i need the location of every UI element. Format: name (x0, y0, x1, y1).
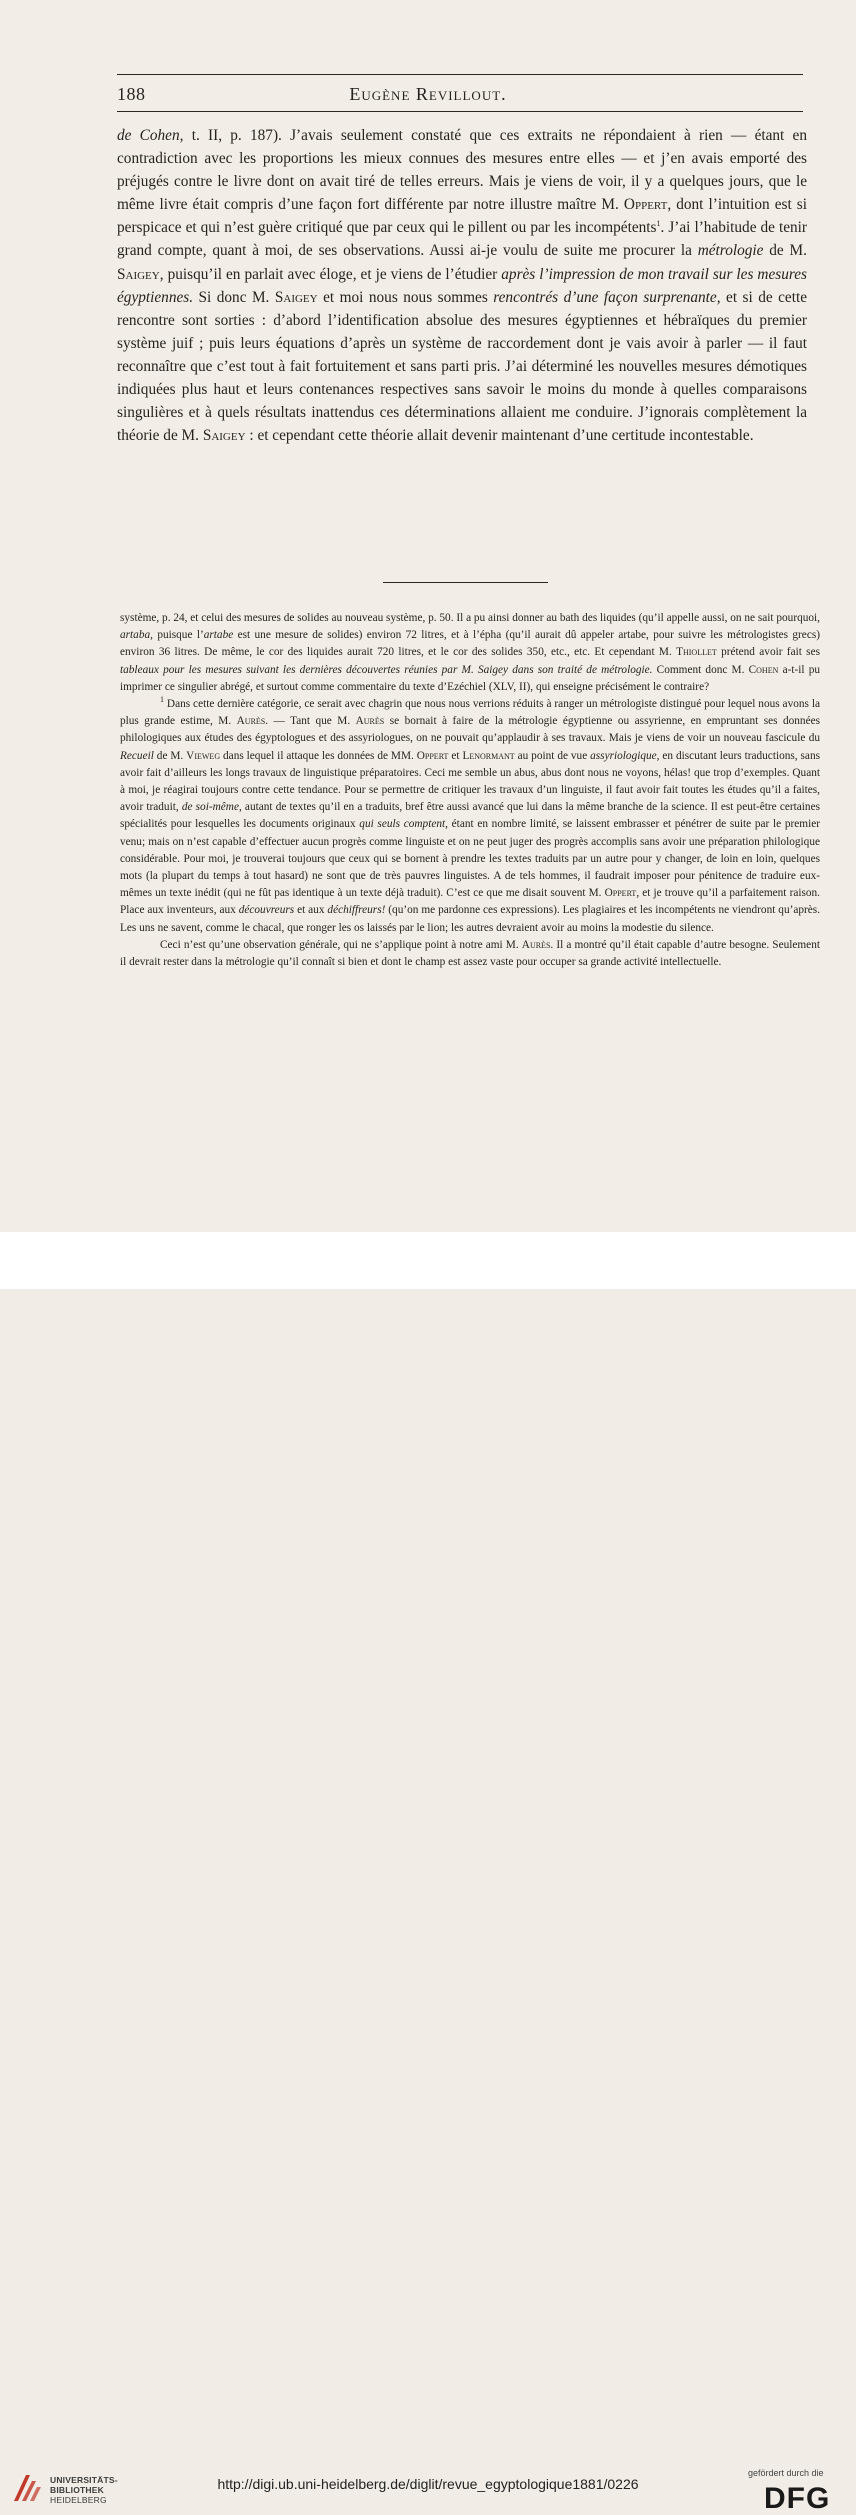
italic-run: assyriologique, (590, 749, 660, 762)
text-run: , dont l’intuition est si perspicace et qui n’est guère critiqué que par ceux qui le pillent ou par les incompétents (117, 196, 808, 237)
footnote-marker: 1 (160, 695, 164, 705)
italic-run: artabe (203, 629, 234, 642)
dfg-logo[interactable]: DFG (764, 2482, 831, 2515)
name-small-caps: Thiollet (676, 646, 717, 659)
italic-run: Recueil (120, 749, 154, 762)
funding-label: gefördert durch die (748, 2468, 824, 2478)
italic-run: artaba, (120, 629, 153, 642)
text-run: et (448, 749, 463, 762)
italic-run: tableaux pour les mesures suivant les dernières découvertes réunies par M. Saigey dans son traité de métrologie. (120, 663, 653, 676)
text-run: , et je trouve qu’il a parfaitement raison. Place aux inventeurs, aux (120, 887, 821, 917)
text-run: étant en nombre limité, se laissent embrasser et pénétrer de suite par le premier venu; mais on n’est capable d’effectuer aucun progrès comme linguiste et on ne peut juger des progrès accomplis sans avoir une préparation philologique considérable. Pour moi, je trouverai toujours que ceux qui se bornent à prendre les textes traduits par un autre pour y changer, de loin en loin, quelques mots (la plupart du temps à tout hasard) ne sont que de très pauvres linguistes. A de tels hommes, il faudrait imposer pour pénitence de traduire eux-mêmes un texte inédit (qui ne fût pas identique à un texte déjà traduit). C’est ce que me disait souvent M. (120, 818, 820, 900)
text-run: , puisqu’il en parlait avec éloge, et je viens de l’étudier (159, 265, 502, 283)
italic-run: qui seuls comptent, (359, 818, 448, 831)
name-small-caps: Oppert (623, 196, 668, 214)
library-name-line1: UNIVERSITÄTS- (50, 2475, 118, 2485)
footnote-1 (120, 696, 820, 937)
text-run: (qu’on me pardonne ces expressions). Les plagiaires et les incompétents ne viendront qu’après. Les uns ne savent, comme le chacal, que ronger les os laissés par le lion; les autres devraient avoir au moins la modestie du silence. (120, 904, 821, 934)
text-run: t. II, p. 187). J’avais seulement constaté que ces extraits ne répondaient à rien — étant en contradiction avec les proportions les mieux connues des mesures entre elles — et j’en avais emporté des préjugés contre le livre dont on avait tiré de telles erreurs. Mais je viens de voir, il y a quelques jours, que le même livre était compris d’une façon fort différente par notre illustre maître M. (117, 127, 807, 214)
text-run: Si donc M. (193, 288, 275, 306)
footnotes (120, 610, 820, 971)
italic-run: métrologie (697, 242, 764, 260)
main-paragraph (117, 124, 807, 447)
text-run: et aux (294, 904, 328, 917)
footnote-1-continued (120, 937, 820, 971)
text-run: et si de cette rencontre sont sorties : d’abord l’identification absolue des mesures égyptiennes et hébraïques du premier système juif ; puis leurs équations d’après un système de raccordement dont je vais avoir à parler — il faut reconnaître que c’est tout à fait fortuitement et sans parti pris. J’ai déterminé les nouvelles mesures démotiques indiquées plus haut et leurs contenances respectives sans savoir le moins du monde à quelles comparaisons singulières et à quels résultats inattendus ces déterminations allaient me conduire. J’ignorais complètement la théorie de M. (117, 288, 808, 445)
italic-run: déchiffreurs! (327, 904, 386, 917)
text-run: système, p. 24, et celui des mesures de solides au nouveau système, p. 50. Il a pu ainsi donner au bath des liquides (qu’il appelle aussi, on ne sait pourquoi, (120, 612, 820, 624)
footnote-marker: 1 (656, 219, 661, 229)
italic-run: de Cohen, (117, 127, 184, 144)
text-run: est une mesure de solides) environ 72 litres, et à l’épha (qu’il aurait dû appeler artabe, pour suivre les métrologistes grecs) environ 36 litres. De même, le cor des liquides aurait 720 litres, et le cor des solides 350, etc., etc. Et cependant M. (120, 629, 820, 659)
header-rule (117, 111, 803, 112)
name-small-caps: Saigey (274, 288, 318, 306)
text-run: dans lequel il attaque les données de MM. (220, 749, 417, 762)
text-run: Ceci n’est qu’une observation générale, qui ne s’applique point à notre ami M. (160, 938, 522, 951)
name-small-caps: Aurès (236, 715, 266, 728)
text-run: puisque l’ (152, 629, 204, 642)
name-small-caps: Vieweg (186, 749, 221, 762)
text-run: se bornait à faire de la métrologie égyptienne ou assyrienne, en empruntant ses données philologiques aux études des égyptologues et des assyriologues, on ne pouvait qu’applaudir à ses travaux. Mais je viens de voir un nouveau fascicule du (120, 715, 820, 745)
name-small-caps: Saigey (202, 427, 246, 445)
scanned-page (0, 0, 856, 1232)
text-run: : et cependant cette théorie allait devenir maintenant d’une certitude incontestable. (245, 427, 754, 445)
page-number: 188 (117, 84, 146, 104)
italic-run: découvreurs (238, 904, 295, 917)
running-head: Eugène Revillout. (349, 84, 507, 104)
text-run: de M. (763, 242, 807, 260)
name-small-caps: Oppert (604, 887, 637, 900)
footnote-separator (383, 582, 548, 583)
name-small-caps: Oppert (416, 749, 449, 762)
library-name-line2: BIBLIOTHEK (50, 2485, 104, 2495)
italic-run: rencontrés d’une façon surprenante, (493, 288, 721, 306)
text-run: Comment donc M. (652, 663, 749, 676)
library-name-line3: HEIDELBERG (50, 2495, 107, 2505)
main-text (117, 124, 807, 447)
name-small-caps: Saigey (117, 265, 160, 283)
text-run: . J’ai l’habitude de tenir grand compte, quant à moi, de ses observations. Aussi ai-je voulu de suite me procurer la (117, 219, 807, 260)
name-small-caps: Aurès (521, 938, 551, 951)
italic-run: de soi-même, (181, 801, 242, 814)
text-run: . — Tant que M. (265, 715, 356, 728)
text-run: et moi nous nous sommes (317, 288, 494, 306)
text-run: autant de textes qu’il en a traduits, bref être aussi avancé que lui dans la même branche de la science. Il est peut-être certaines spécialités pour lesquelles les documents originaux (120, 801, 820, 831)
name-small-caps: Lenormant (462, 749, 515, 762)
footnote-continuation (120, 610, 820, 696)
name-small-caps: Cohen (748, 663, 779, 676)
text-run: de M. (153, 749, 187, 762)
text-run: au point de vue (514, 749, 591, 762)
italic-run: après l’impression de mon travail sur les mesures égyptiennes. (117, 265, 807, 306)
text-run: prétend avoir fait ses (716, 646, 820, 659)
name-small-caps: Aurès (355, 715, 385, 728)
permalink-url[interactable]: http://digi.ub.uni-heidelberg.de/diglit/revue_egyptologique1881/0226 (217, 2476, 639, 2492)
text-run: Dans cette dernière catégorie, ce serait avec chagrin que nous nous verrions réduits à ranger un métrologiste distingué pour lequel nous avons la plus grande estime, M. (120, 698, 820, 728)
top-rule (117, 74, 803, 75)
text-run: a-t-il pu imprimer ce singulier abrégé, et surtout comme commentaire du texte d’Ezéchiel (XLV, II), qui enseigne précisément le contraire? (120, 663, 821, 693)
text-run: . Il a montré qu’il était capable d’autre besogne. Seulement il devrait rester dans la métrologie qu’il connaît si bien et dont le champ est assez vaste pour occuper sa grande activité intellectuelle. (120, 938, 820, 969)
viewer-footer (0, 1232, 856, 2515)
text-run: en discutant leurs traductions, sans avoir fait d’ailleurs les longs travaux de linguistique préparatoires. Ceci me semble un abus, abus dont nous ne voyons, hélas! que trop d’exemples. Quant à moi, je réagirai toujours contre cette tendance. Pour se permettre de critiquer les travaux d’un linguiste, il faut avoir fait toutes les études qu’il a faites, avoir traduit, (120, 749, 820, 814)
